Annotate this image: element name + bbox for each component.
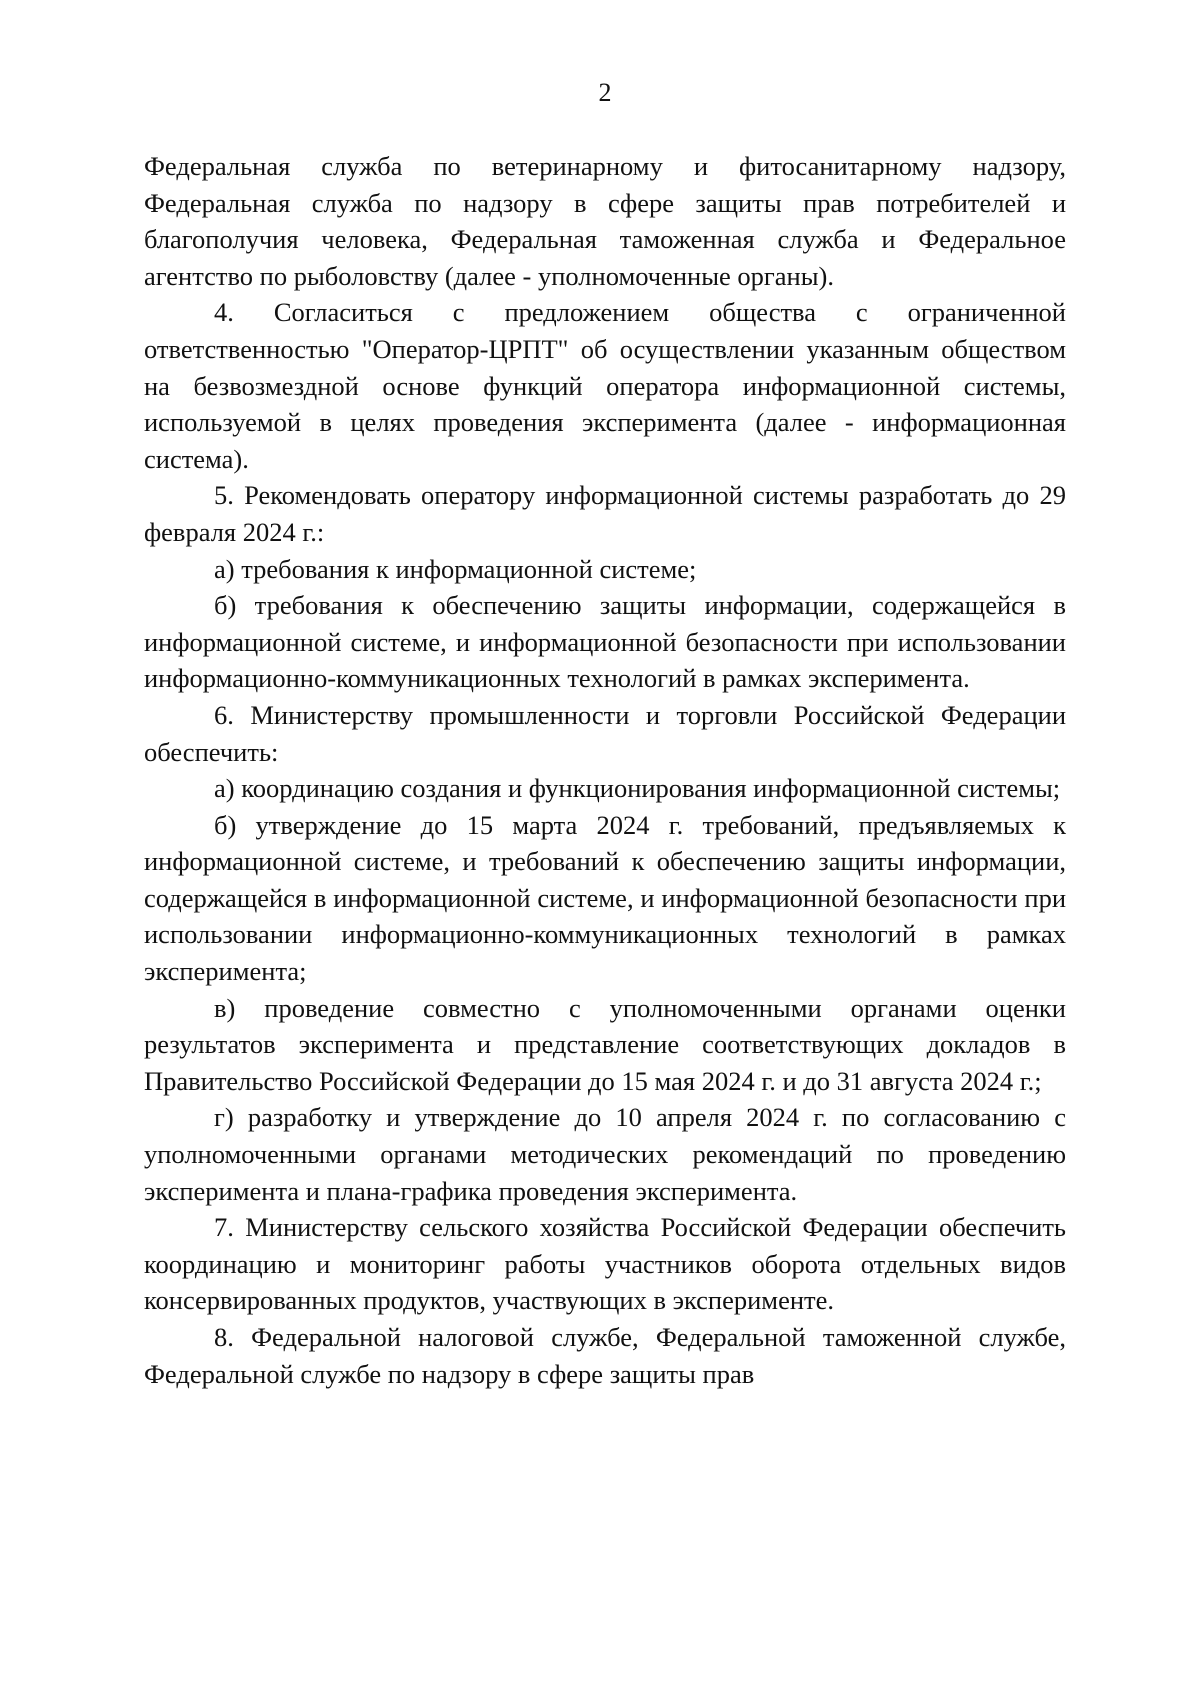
paragraph-item-5: 5. Рекомендовать оператору информационной системы разработать до 29 февраля 2024 г.:	[144, 480, 1066, 547]
paragraph-continuation: Федеральная служба по ветеринарному и фитосанитарному надзору, Федеральная служба по надзору в сфере защиты прав потребителей и благополучия человека, Федеральная таможенная служба и Федеральное агентство по рыболовству (далее - уполномоченные органы).	[144, 151, 1066, 291]
paragraph-item-8: 8. Федеральной налоговой службе, Федеральной таможенной службе, Федеральной службе по надзору в сфере защиты прав	[144, 1322, 1066, 1389]
paragraph-item-7: 7. Министерству сельского хозяйства Российской Федерации обеспечить координацию и мониторинг работы участников оборота отдельных видов консервированных продуктов, участвующих в эксперименте.	[144, 1212, 1066, 1316]
paragraph-item-6: 6. Министерству промышленности и торговли Российской Федерации обеспечить:	[144, 699, 1066, 767]
paragraph-item-5a: а) требования к информационной системе;	[214, 553, 697, 584]
paragraph-item-6v: в) проведение совместно с уполномоченными органами оценки результатов эксперимента и представление соответствующих докладов в Правительство Российской Федерации до 15 мая 2024 г. и до 31 августа 2024 г.;	[144, 992, 1066, 1096]
document-body	[144, 148, 1066, 1392]
paragraph-item-6b: б) утверждение до 15 марта 2024 г. требований, предъявляемых к информационной системе, и требований к обеспечению защиты информации, содержащейся в информационной системе, и информационной безопасности при использовании информационно-коммуникационных технологий в рамках эксперимента;	[144, 809, 1066, 987]
paragraph-item-6a: а) координацию создания и функционирования информационной системы;	[214, 773, 1061, 804]
paragraph-item-6g: г) разработку и утверждение до 10 апреля 2024 г. по согласованию с уполномоченными органами методических рекомендаций по проведению эксперимента и плана-графика проведения эксперимента.	[144, 1102, 1066, 1206]
paragraph-item-5b: б) требования к обеспечению защиты информации, содержащейся в информационной системе, и информационной безопасности при использовании информационно-коммуникационных технологий в рамках эксперимента.	[144, 590, 1066, 694]
page-number: 2	[598, 78, 612, 107]
paragraph-item-4: 4. Согласиться с предложением общества с ограниченной ответственностью "Оператор-ЦРПТ" об осуществлении указанным обществом на безвозмездной основе функций оператора информационной системы, используемой в целях проведения эксперимента (далее - информационная система).	[144, 297, 1066, 474]
